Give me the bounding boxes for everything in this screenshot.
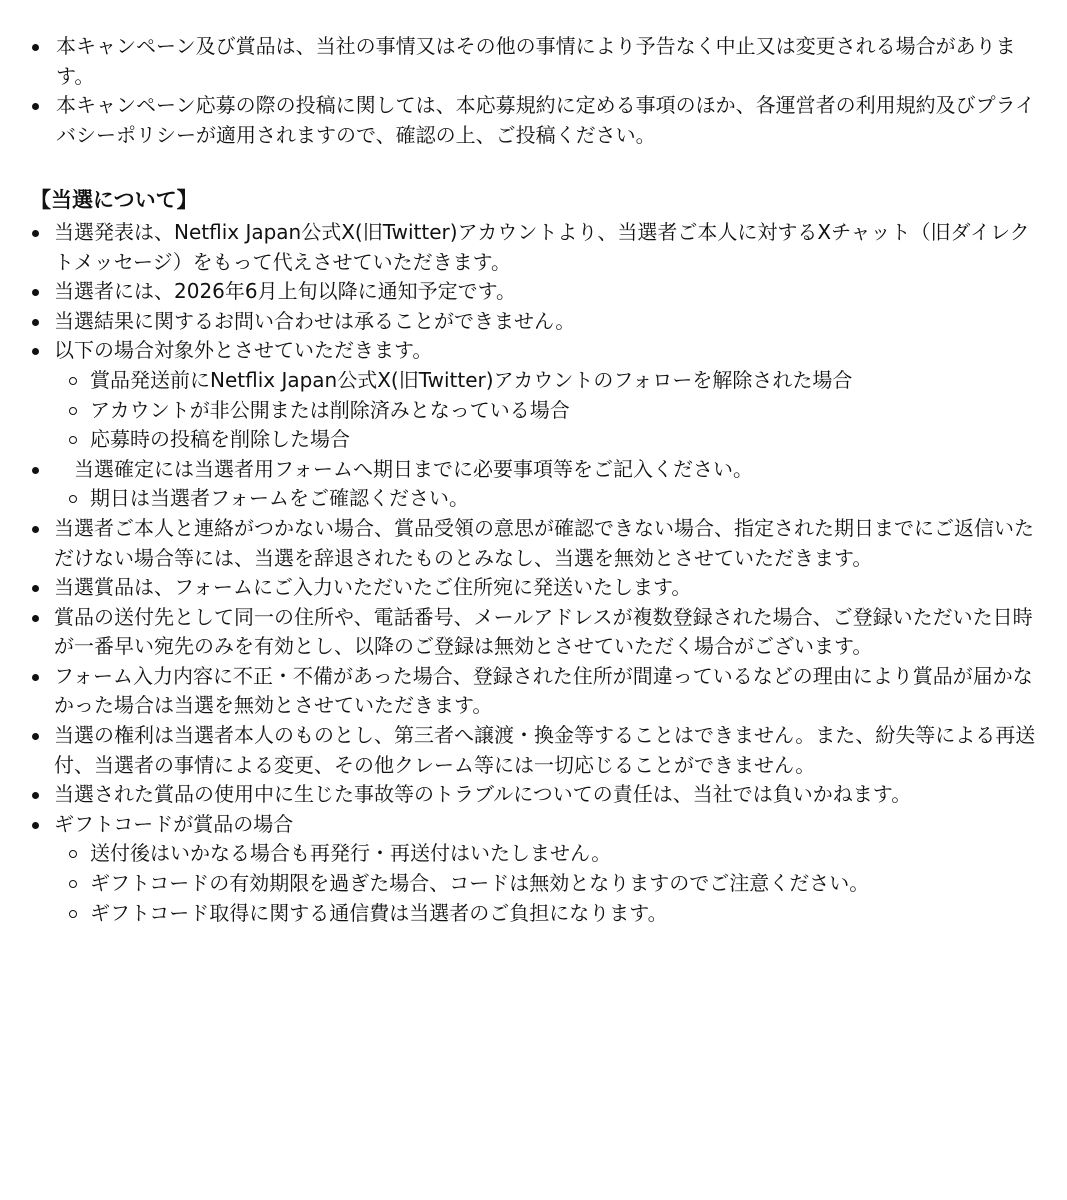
sub-list-item (54, 869, 1037, 899)
bullet-dot-icon (32, 103, 39, 110)
sub-list-item (54, 839, 1037, 869)
sub-list-item-text: 賞品発送前にNetflix Japan公式X(旧Twitter)アカウントのフォローを解除された場合 (90, 367, 853, 392)
list-item (30, 218, 1037, 277)
sub-list-item (54, 366, 1037, 396)
list-item-text: 当選された賞品の使用中に生じた事故等のトラブルについての責任は、当社では負いかねます。 (54, 782, 912, 807)
sub-list-item (54, 484, 1037, 514)
bullet-dot-icon (32, 615, 39, 622)
sub-list-item-text: 送付後はいかなる場合も再発行・再送付はいたしません。 (90, 841, 612, 866)
bullet-dot-icon (32, 467, 39, 474)
sub-list-item-text: ギフトコード取得に関する通信費は当選者のご負担になります。 (90, 900, 668, 925)
bullet-circle-icon (69, 407, 77, 415)
list-item (30, 336, 1037, 454)
sub-list-item-text: ギフトコードの有効期限を過ぎた場合、コードは無効となりますのでご注意ください。 (90, 871, 870, 896)
bullet-circle-icon (69, 436, 77, 444)
bullet-circle-icon (69, 377, 77, 385)
bullet-dot-icon (32, 674, 39, 681)
list-item-text: 当選賞品は、フォームにご入力いただいたご住所宛に発送いたします。 (54, 575, 692, 600)
list-item-text: 当選の権利は当選者本人のものとし、第三者へ譲渡・換金等することはできません。また、紛失等による再送付、当選者の事情による変更、その他クレーム等には一切応じることができません。 (54, 723, 1036, 777)
bullet-circle-icon (69, 495, 77, 503)
bullet-circle-icon (69, 910, 77, 918)
winning-list (30, 218, 1037, 928)
list-item (30, 277, 1037, 307)
list-item (30, 603, 1037, 662)
list-item-text: 当選結果に関するお問い合わせは承ることができません。 (54, 308, 576, 333)
list-item (30, 91, 1037, 150)
sub-list-item (54, 396, 1037, 426)
section-heading-winning: 【当選について】 (30, 188, 198, 213)
list-item-text: 本キャンペーン応募の際の投稿に関しては、本応募規約に定める事項のほか、各運営者の利用規約及びプライバシーポリシーが適用されますので、確認の上、ご投稿ください。 (56, 93, 1035, 147)
bullet-circle-icon (69, 880, 77, 888)
bullet-dot-icon (32, 792, 39, 799)
bullet-dot-icon (32, 230, 39, 237)
bullet-dot-icon (32, 822, 39, 829)
list-item-text: フォーム入力内容に不正・不備があった場合、登録された住所が間違っているなどの理由により賞品が届かなかった場合は当選を無効とさせていただきます。 (54, 663, 1033, 718)
list-item-text: ギフトコードが賞品の場合 (54, 811, 294, 836)
bullet-dot-icon (32, 44, 39, 51)
sub-list-item-text: 応募時の投稿を削除した場合 (90, 427, 350, 452)
sub-list (54, 484, 1037, 514)
list-item (30, 780, 1037, 810)
list-item (30, 810, 1037, 928)
bullet-circle-icon (69, 850, 77, 858)
list-item-text: 当選確定には当選者用フォームへ期日までに必要事項等をご記入ください。 (74, 456, 753, 481)
sub-list-item-text: アカウントが非公開または削除済みとなっている場合 (90, 397, 570, 422)
list-item-text: 本キャンペーン及び賞品は、当社の事情又はその他の事情により予告なく中止又は変更される場合があります。 (56, 34, 1016, 88)
list-item (30, 32, 1037, 91)
list-item-text: 当選者ご本人と連絡がつかない場合、賞品受領の意思が確認できない場合、指定された期日までにご返信いただけない場合等には、当選を辞退されたものとみなし、当選を無効とさせていただきます。 (54, 515, 1034, 570)
list-item-text: 当選者には、2026年6月上旬以降に通知予定です。 (54, 279, 517, 304)
sub-list (54, 366, 1037, 455)
list-item-text: 賞品の送付先として同一の住所や、電話番号、メールアドレスが複数登録された場合、ご登録いただいた日時が一番早い宛先のみを有効とし、以降のご登録は無効とさせていただく場合がございます。 (54, 604, 1033, 659)
sub-list-item (54, 899, 1037, 929)
list-item (30, 573, 1037, 603)
intro-list (30, 32, 1037, 150)
bullet-dot-icon (32, 526, 39, 533)
bullet-dot-icon (32, 348, 39, 355)
bullet-dot-icon (32, 733, 39, 740)
sub-list-item-text: 期日は当選者フォームをご確認ください。 (90, 486, 469, 511)
list-item (30, 662, 1037, 721)
list-item (30, 721, 1037, 780)
list-item-text: 以下の場合対象外とさせていただきます。 (54, 338, 433, 363)
list-item-text: 当選発表は、Netflix Japan公式X(旧Twitter)アカウントより、当選者ご本人に対するXチャット（旧ダイレクトメッセージ）をもって代えさせていただきます。 (54, 219, 1030, 274)
list-item (30, 514, 1037, 573)
bullet-dot-icon (32, 585, 39, 592)
sub-list (54, 839, 1037, 928)
bullet-dot-icon (32, 289, 39, 296)
bullet-dot-icon (32, 319, 39, 326)
list-item (30, 307, 1037, 337)
list-item (30, 455, 1037, 514)
sub-list-item (54, 425, 1037, 455)
